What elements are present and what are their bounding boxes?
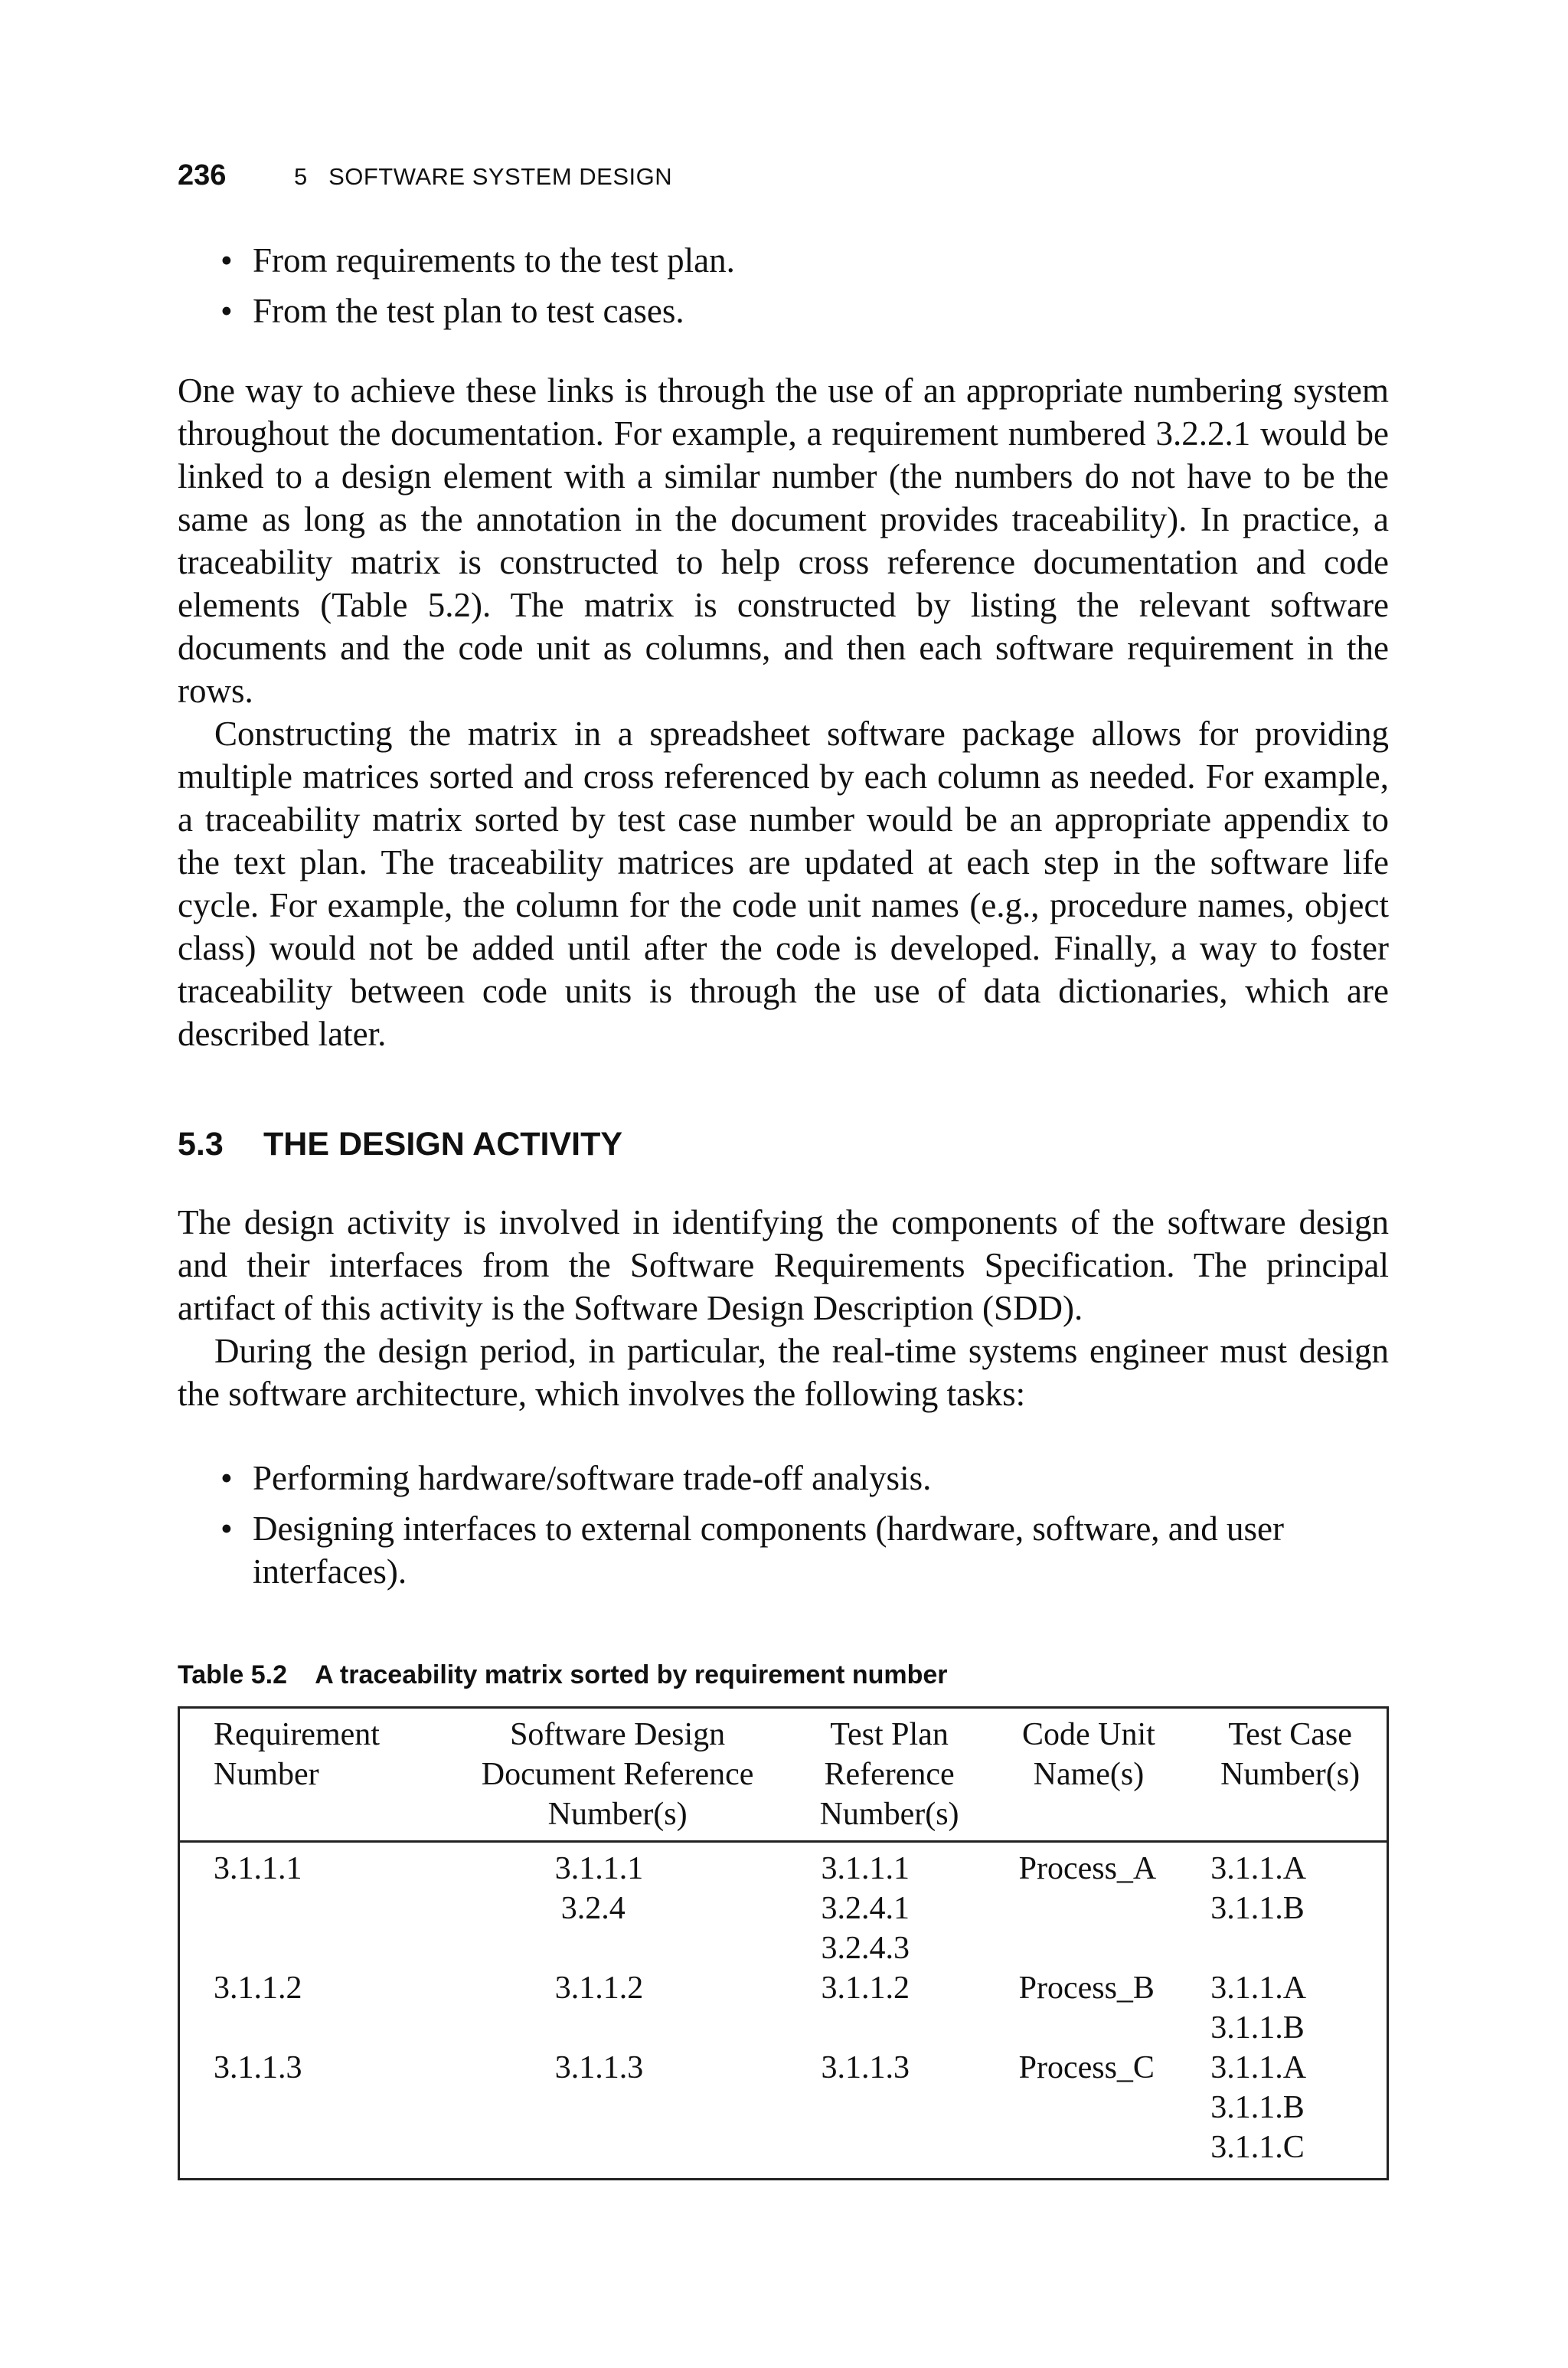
bullet-dot-icon: • (220, 1459, 233, 1497)
header-line: Reference (824, 1757, 955, 1792)
header-test-case (1194, 1708, 1387, 1842)
header-line: Number(s) (819, 1797, 959, 1832)
paragraph-design-period: During the design period, in particular, the real-time systems engineer must design the software architecture, which involves the following tasks: (178, 1332, 1389, 1413)
cell-line: 3.1.1.1 (554, 1851, 644, 1886)
section-heading (178, 1126, 622, 1163)
top-bullet-list (178, 239, 1389, 340)
cell-test-plan-refs (795, 1842, 984, 1969)
table-header-row (179, 1708, 1388, 1842)
header-design-document (440, 1708, 795, 1842)
cell-design-refs (440, 2048, 795, 2180)
bullet-dot-icon: • (220, 1509, 233, 1548)
header-test-plan (795, 1708, 984, 1842)
design-task-list (178, 1457, 1389, 1601)
traceability-matrix (178, 1706, 1389, 2180)
header-line: Test Plan (830, 1717, 949, 1752)
cell-line: 3.1.1.1 (821, 1851, 910, 1886)
header-code-unit (984, 1708, 1194, 1842)
bullet-text: Designing interfaces to external components (hardware, software, and user interfaces). (253, 1509, 1284, 1591)
cell-line: 3.1.1.A (1210, 2050, 1307, 2085)
header-requirement-number (179, 1708, 440, 1842)
running-head (178, 159, 672, 192)
header-line: Number(s) (1220, 1757, 1361, 1792)
table-row (179, 2048, 1388, 2180)
bullet-text: From requirements to the test plan. (253, 241, 735, 280)
header-line: Document Reference (481, 1757, 754, 1792)
section-number: 5.3 (178, 1126, 224, 1163)
header-line: Name(s) (1033, 1757, 1145, 1792)
cell-line: 3.1.1.3 (554, 2050, 644, 2085)
cell-requirement: 3.1.1.2 (214, 1971, 302, 2006)
cell-requirement: 3.1.1.3 (214, 2050, 302, 2085)
header-line: Software Design (510, 1717, 726, 1752)
cell-design-refs (440, 1968, 795, 2048)
bullet-item (178, 1507, 1389, 1593)
table-caption-text: A traceability matrix sorted by requirement number (315, 1660, 948, 1689)
cell-test-cases (1194, 2048, 1387, 2180)
header-line: Code Unit (1022, 1717, 1155, 1752)
bullet-item (178, 1457, 1389, 1500)
cell-line: 3.1.1.2 (821, 1971, 910, 2006)
cell-requirement: 3.1.1.1 (214, 1851, 302, 1886)
header-line: Number (214, 1757, 319, 1792)
cell-line: 3.1.1.3 (821, 2050, 910, 2085)
header-line: Requirement (214, 1717, 380, 1752)
header-line: Number(s) (547, 1797, 688, 1832)
cell-line: 3.1.1.B (1210, 2010, 1305, 2046)
bullet-item (178, 289, 1389, 332)
cell-test-cases (1194, 1968, 1387, 2048)
cell-line: 3.1.1.C (1210, 2130, 1305, 2165)
cell-test-cases (1194, 1842, 1387, 1969)
table-row (179, 1968, 1388, 2048)
table-caption (178, 1660, 948, 1690)
chapter-title: 5 SOFTWARE SYSTEM DESIGN (294, 163, 673, 190)
cell-code-unit: Process_A (1018, 1851, 1157, 1886)
page-number: 236 (178, 159, 227, 191)
paragraph-design-activity: The design activity is involved in identifying the components of the software design and their interfaces from the Software Requirements Specification. The principal artifact of this activity is the Software Design Description (SDD). (178, 1203, 1389, 1327)
table-row (179, 1842, 1388, 1969)
paragraph-traceability: One way to achieve these links is through the use of an appropriate numbering system throughout the documentation. For example, a requirement numbered 3.2.2.1 would be linked to a design element with a similar number (the numbers do not have to be the same as long as the annotation in the document provides traceability). In practice, a traceability matrix is constructed to help cross reference documentation and code elements (Table 5.2). The matrix is constructed by listing the relevant software documents and the code unit as columns, and then each software requirement in the rows. (178, 371, 1389, 710)
cell-line: 3.1.1.2 (554, 1971, 644, 2006)
section-title: THE DESIGN ACTIVITY (263, 1126, 623, 1163)
cell-line: 3.2.4.3 (821, 1931, 910, 1966)
cell-test-plan-refs (795, 1968, 984, 2048)
bullet-text: From the test plan to test cases. (253, 292, 684, 330)
cell-line: 3.1.1.A (1210, 1971, 1307, 2006)
table-label: Table 5.2 (178, 1660, 287, 1689)
cell-line: 3.1.1.B (1210, 1891, 1305, 1926)
cell-line: 3.2.4.1 (821, 1891, 910, 1926)
bullet-text: Performing hardware/software trade-off analysis. (253, 1459, 932, 1497)
cell-test-plan-refs (795, 2048, 984, 2180)
header-line: Test Case (1228, 1717, 1352, 1752)
cell-line: 3.2.4 (560, 1891, 626, 1926)
cell-line: 3.1.1.A (1210, 1851, 1307, 1886)
bullet-dot-icon: • (220, 292, 233, 330)
cell-code-unit: Process_C (1018, 2050, 1155, 2085)
bullet-item (178, 239, 1389, 282)
bullet-dot-icon: • (220, 241, 233, 280)
cell-design-refs (440, 1842, 795, 1969)
cell-code-unit: Process_B (1018, 1971, 1155, 2006)
cell-line: 3.1.1.B (1210, 2090, 1305, 2125)
paragraph-spreadsheet: Constructing the matrix in a spreadsheet software package allows for providing multiple matrices sorted and cross referenced by each column as needed. For example, a traceability matrix sorted by test case number would be an appropriate appendix to the text plan. The traceability matrices are updated at each step in the software life cycle. For example, the column for the code unit names (e.g., procedure names, object class) would not be added until after the code is developed. Finally, a way to foster traceability between code units is through the use of data dictionaries, which are described later. (178, 715, 1389, 1053)
